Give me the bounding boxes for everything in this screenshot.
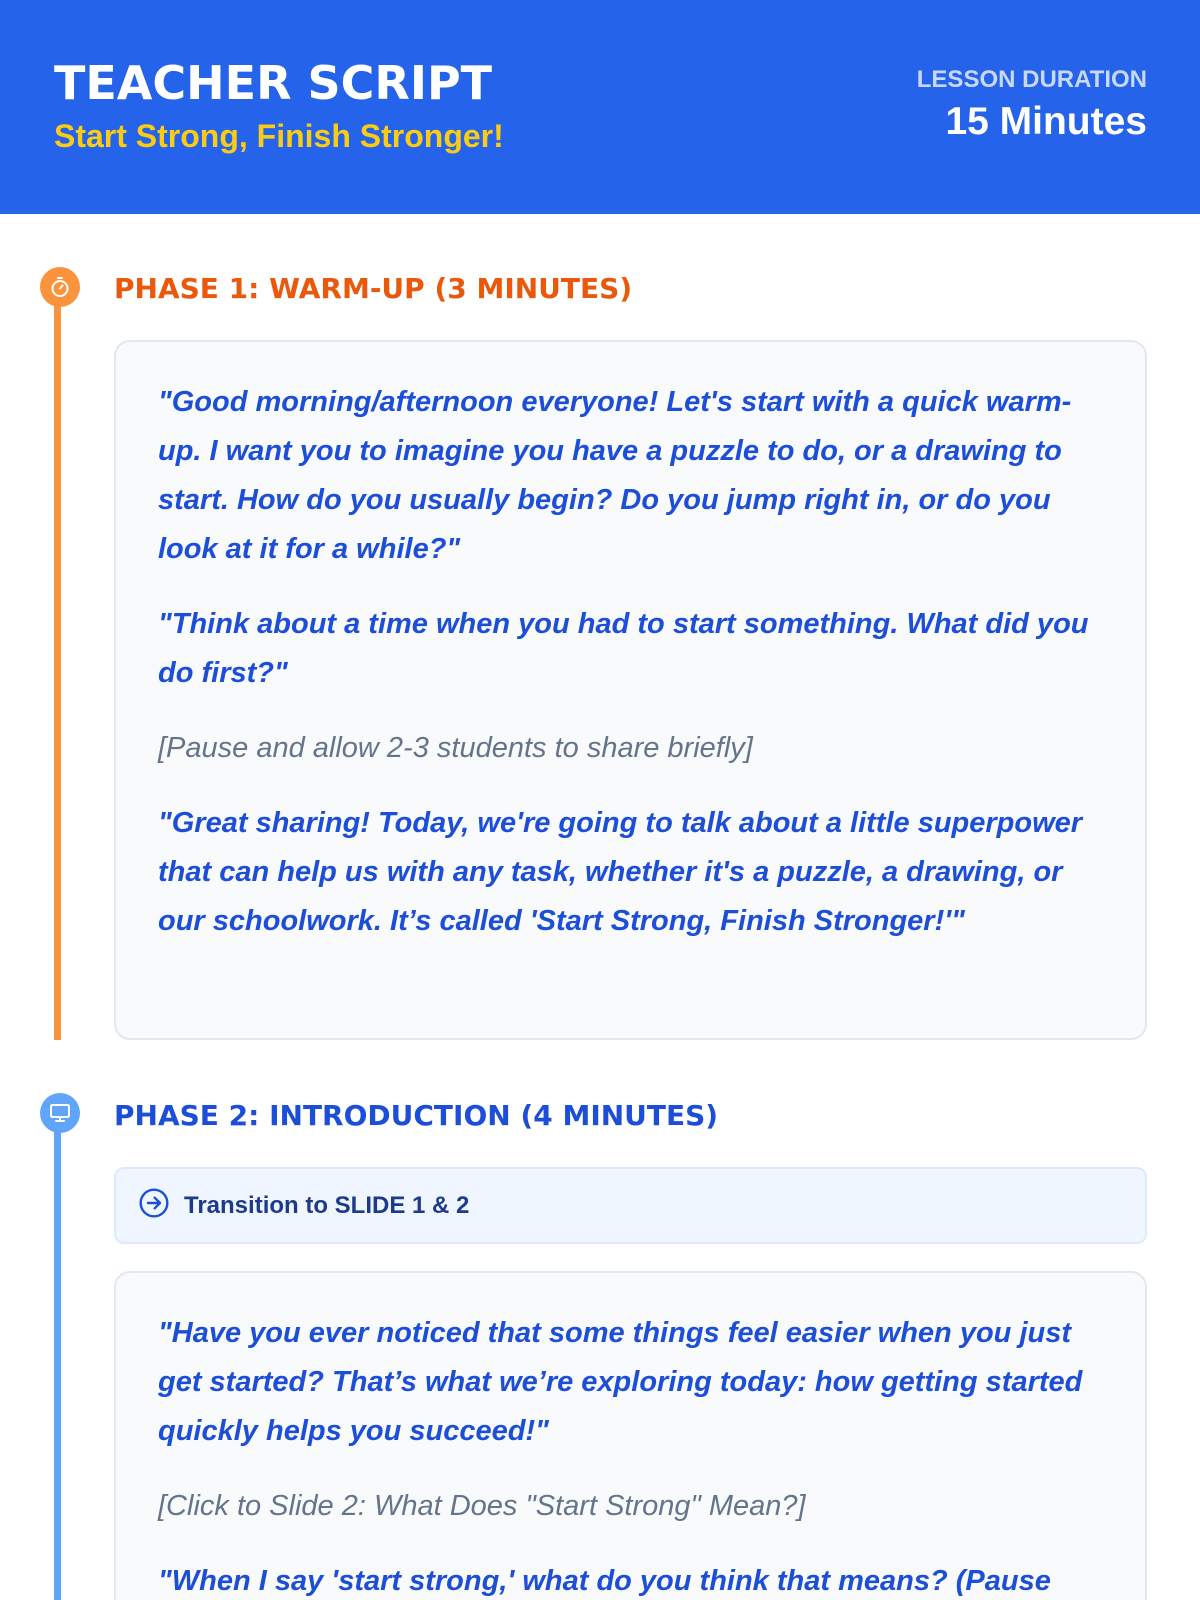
page-subtitle: Start Strong, Finish Stronger!: [54, 118, 504, 154]
script-note: [Click to Slide 2: What Does "Start Strong" Mean?]: [158, 1490, 806, 1522]
lesson-duration-label: LESSON DURATION: [916, 66, 1147, 93]
transition-label: Transition to SLIDE 1 & 2: [184, 1191, 470, 1219]
script-quote: "Think about a time when you had to start something. What did you do first?": [158, 608, 1089, 689]
phase-1-title: PHASE 1: WARM-UP (3 MINUTES): [114, 272, 633, 305]
header-banner: [0, 0, 1200, 214]
lesson-duration-value: 15 Minutes: [945, 100, 1147, 143]
slide-transition-callout: [114, 1167, 1147, 1244]
phase-2-title: PHASE 2: INTRODUCTION (4 MINUTES): [114, 1099, 719, 1132]
monitor-icon: [40, 1093, 80, 1133]
script-quote: "Great sharing! Today, we're going to talk about a little superpower that can help us with any task, whether it's a puzzle, a drawing, or our schoolwork. It’s called 'Start Strong, Finish Stronger!'": [158, 807, 1083, 937]
page-title: TEACHER SCRIPT: [54, 56, 493, 110]
arrow-circle-right-icon: [138, 1187, 170, 1224]
stopwatch-icon: [40, 267, 80, 307]
script-note: [Pause and allow 2-3 students to share briefly]: [158, 732, 753, 764]
script-quote: "When I say 'start strong,' what do you think that means? (Pause: [158, 1565, 1051, 1597]
phase-2-script-card: [114, 1271, 1147, 1600]
phase-1-timeline-line: [54, 290, 61, 1040]
script-quote: "Have you ever noticed that some things feel easier when you just get started? That’s what we’re exploring today: how getting started quickly helps you succeed!": [158, 1317, 1083, 1447]
phase-1-script-card: [114, 340, 1147, 1040]
script-quote: "Good morning/afternoon everyone! Let's start with a quick warm-up. I want you to imagine you have a puzzle to do, or a drawing to start. How do you usually begin? Do you jump right in, or do you look at it for a while?": [158, 386, 1072, 565]
phase-2-timeline-line: [54, 1115, 61, 1600]
